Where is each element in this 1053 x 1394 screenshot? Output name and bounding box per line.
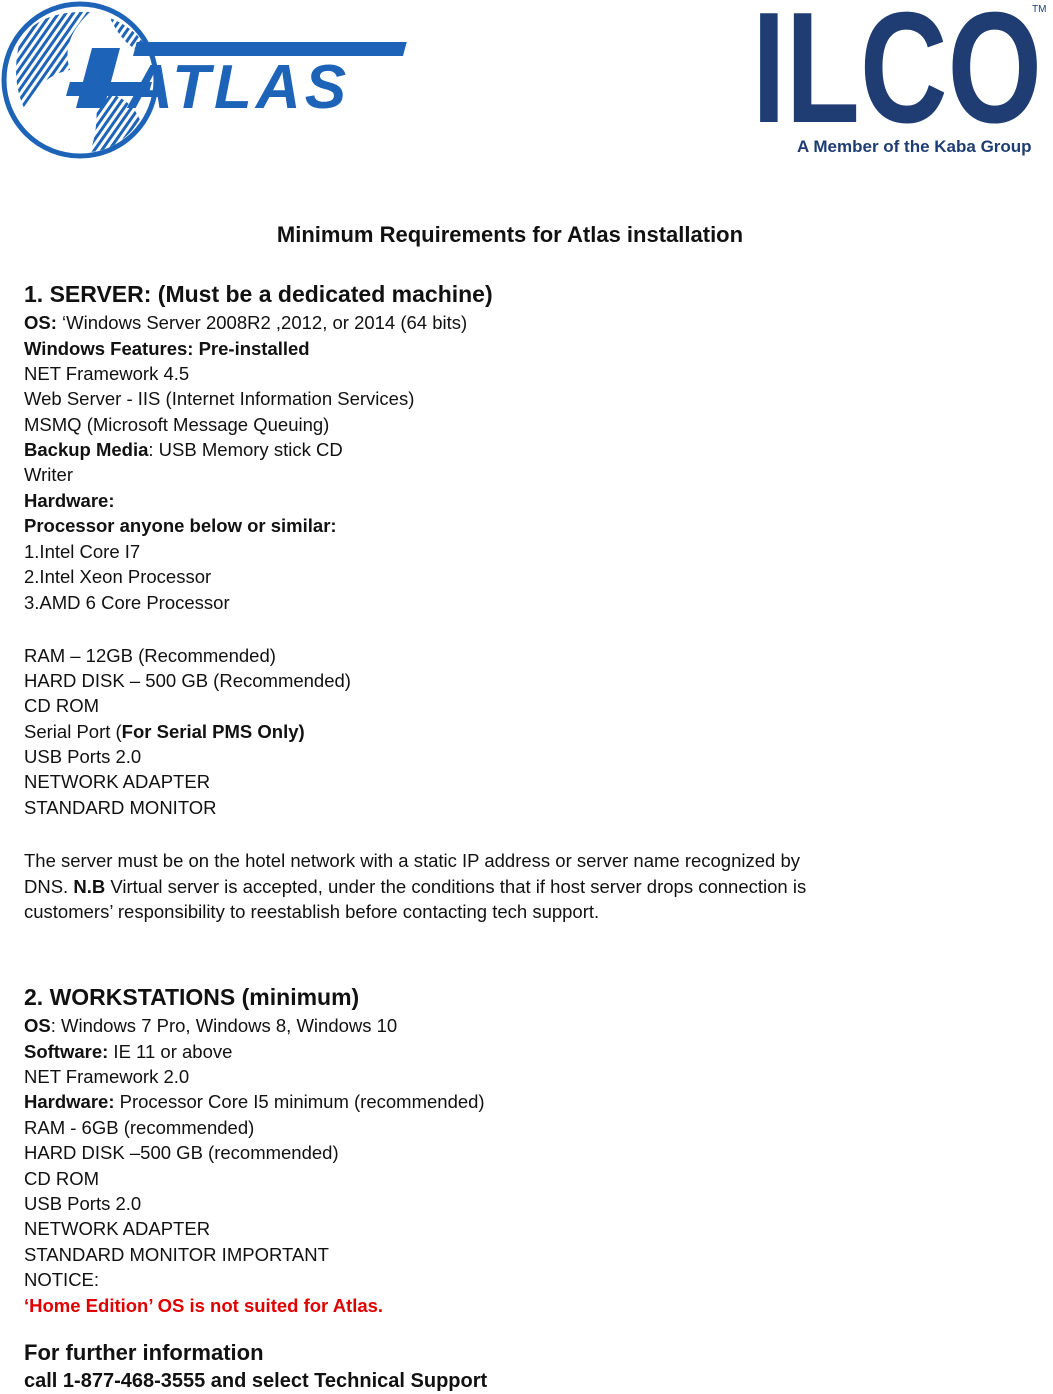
server-os: OS: ‘Windows Server 2008R2 ,2012, or 2014 (64 bits): [24, 312, 468, 333]
serial-port: Serial Port (For Serial PMS Only): [24, 721, 305, 742]
atlas-globe-icon: [0, 0, 430, 165]
ilco-logo: [752, 0, 1053, 160]
feature-item: NET Framework 4.5: [24, 363, 190, 384]
workstation-spec: HARD DISK –500 GB (recommended): [24, 1142, 339, 1163]
spec-item: RAM – 12GB (Recommended): [24, 645, 276, 666]
workstation-spec: USB Ports 2.0: [24, 1193, 142, 1214]
workstations-heading: 2. WORKSTATIONS (minimum): [24, 984, 360, 1010]
processor-label: Processor anyone below or similar:: [24, 515, 337, 536]
features-label: Windows Features: Pre-installed: [24, 338, 310, 359]
svg-text:ATLAS: ATLAS: [128, 53, 351, 122]
trademark-symbol: TM: [1032, 4, 1047, 15]
server-note: customers’ responsibility to reestablish before contacting tech support.: [24, 901, 600, 922]
ilco-wordmark: ILCO: [752, 0, 1042, 156]
workstation-hardware: Hardware: Processor Core I5 minimum (recommended): [24, 1091, 485, 1112]
home-edition-warning: ‘Home Edition’ OS is not suited for Atlas.: [24, 1295, 384, 1316]
server-note: DNS. N.B Virtual server is accepted, under the conditions that if host server drops connection is: [24, 876, 807, 897]
feature-item: MSMQ (Microsoft Message Queuing): [24, 414, 330, 435]
workstation-spec: NETWORK ADAPTER: [24, 1218, 211, 1239]
workstation-net: NET Framework 2.0: [24, 1066, 190, 1087]
spec-item: USB Ports 2.0: [24, 746, 142, 767]
spec-item: CD ROM: [24, 695, 100, 716]
processor-item: 3.AMD 6 Core Processor: [24, 592, 230, 613]
atlas-logo: [0, 0, 430, 165]
ilco-tagline: A Member of the Kaba Group: [797, 137, 1032, 156]
backup-media: Backup Media: USB Memory stick CD: [24, 439, 343, 460]
spec-item: HARD DISK – 500 GB (Recommended): [24, 670, 351, 691]
processor-item: 1.Intel Core I7: [24, 541, 141, 562]
spec-item: NETWORK ADAPTER: [24, 771, 211, 792]
processor-item: 2.Intel Xeon Processor: [24, 566, 212, 587]
document-title: Minimum Requirements for Atlas installation: [276, 222, 744, 247]
backup-media-cont: Writer: [24, 464, 73, 485]
server-heading: 1. SERVER: (Must be a dedicated machine): [24, 281, 493, 307]
support-phone: call 1-877-468-3555 and select Technical Support: [24, 1370, 488, 1392]
workstation-spec: STANDARD MONITOR IMPORTANT: [24, 1244, 329, 1265]
workstation-spec: CD ROM: [24, 1168, 100, 1189]
workstation-software: Software: IE 11 or above: [24, 1041, 233, 1062]
server-note: The server must be on the hotel network with a static IP address or server name recognized by: [24, 850, 801, 871]
workstation-os: OS: Windows 7 Pro, Windows 8, Windows 10: [24, 1015, 398, 1036]
hardware-label: Hardware:: [24, 490, 115, 511]
feature-item: Web Server - IIS (Internet Information Services): [24, 388, 415, 409]
notice-label: NOTICE:: [24, 1269, 100, 1290]
further-info-heading: For further information: [24, 1340, 264, 1365]
workstation-spec: RAM - 6GB (recommended): [24, 1117, 255, 1138]
spec-item: STANDARD MONITOR: [24, 797, 217, 818]
